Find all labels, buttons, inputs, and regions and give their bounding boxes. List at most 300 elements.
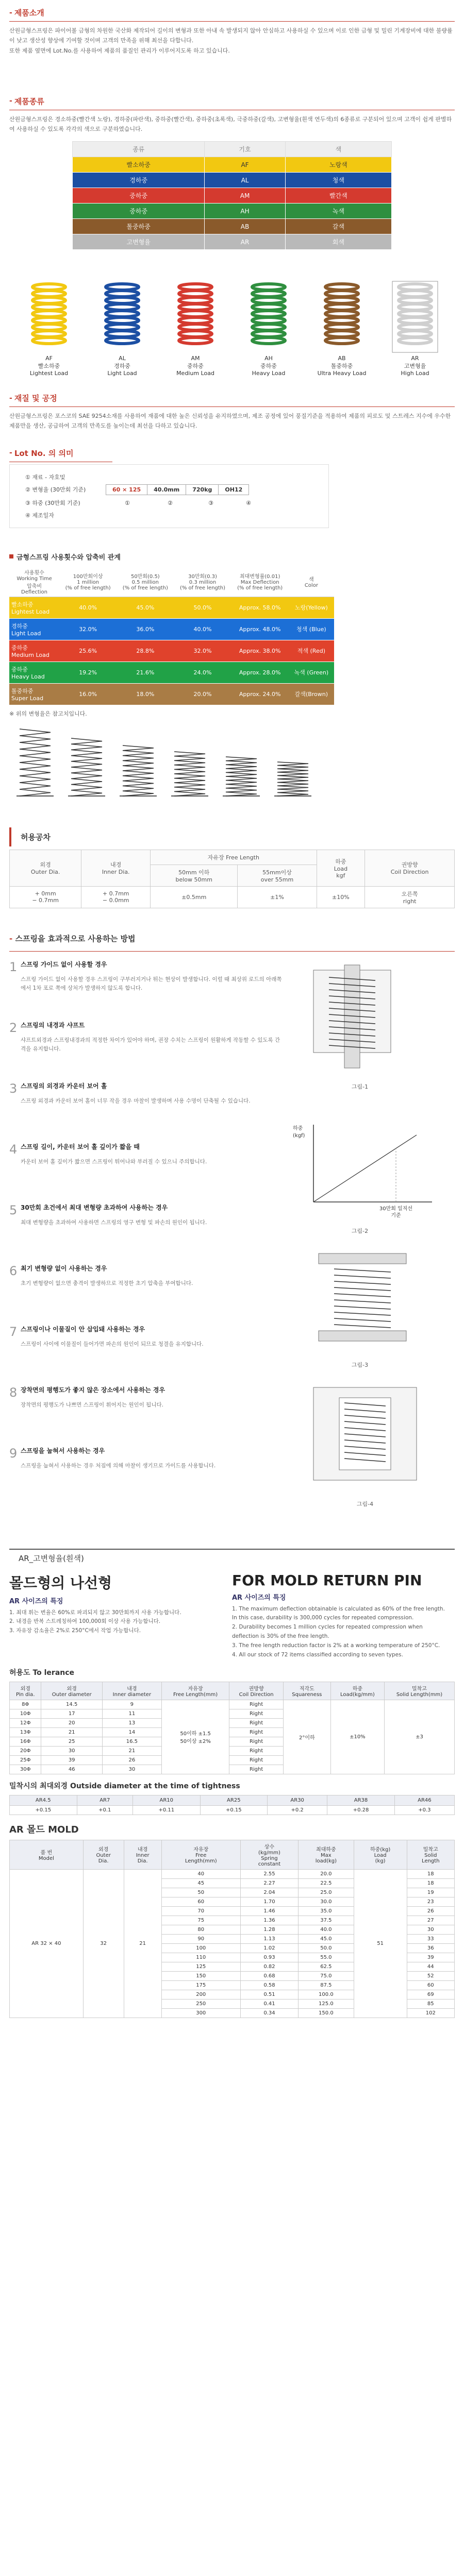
table-header: 최대하중 Max load(kg) bbox=[299, 1840, 354, 1869]
table-cell: 30 bbox=[407, 1925, 454, 1934]
free-length-tol-2: 50이상 ±2% bbox=[180, 1739, 211, 1745]
table-header: 종류 bbox=[73, 142, 205, 157]
table-cell: 75 bbox=[161, 1916, 240, 1925]
spring-code: AH bbox=[264, 355, 273, 362]
figure-2 bbox=[293, 1125, 432, 1234]
table-cell: 0.68 bbox=[240, 1971, 298, 1980]
usage-number: 2 bbox=[9, 1020, 18, 1035]
table-cell: 18.0% bbox=[117, 683, 174, 705]
table-cell: 25 bbox=[41, 1737, 102, 1746]
table-header: 권방향 Coil Direction bbox=[365, 850, 455, 886]
compressed-spring bbox=[277, 762, 308, 796]
table-cell: 26 bbox=[407, 1906, 454, 1916]
ar-english-column bbox=[232, 1572, 455, 1660]
tolerance2-table bbox=[9, 1682, 455, 1774]
table-cell: 16.5 bbox=[102, 1737, 161, 1746]
table-cell: 19.2% bbox=[59, 662, 117, 683]
table-cell: 100 bbox=[161, 1943, 240, 1953]
table-cell: +0.15 bbox=[10, 1805, 77, 1815]
intro-header bbox=[0, 0, 464, 18]
table-cell: 1.13 bbox=[240, 1934, 298, 1943]
spring-code: AF bbox=[45, 355, 53, 362]
table-cell: 2.55 bbox=[240, 1869, 298, 1878]
spring-ko: 톨중하중 bbox=[330, 362, 353, 369]
table-cell: 21.6% bbox=[117, 662, 174, 683]
spring-types-table bbox=[72, 141, 392, 250]
lot-value: 40.0mm bbox=[147, 484, 186, 495]
table-cell: 45.0% bbox=[117, 597, 174, 618]
table-cell: Right bbox=[229, 1737, 283, 1746]
material-header bbox=[0, 377, 464, 403]
table-cell: 75.0 bbox=[299, 1971, 354, 1980]
figure-3 bbox=[319, 1253, 406, 1368]
table-cell: 청색 (Blue) bbox=[289, 618, 334, 640]
lot-item-label: ④ 제조일자 bbox=[25, 512, 54, 519]
table-cell: 150.0 bbox=[299, 2008, 354, 2018]
spring-icon bbox=[245, 281, 292, 353]
spring-ko: 중하중 bbox=[260, 362, 277, 369]
table-cell: 110 bbox=[161, 1953, 240, 1962]
table-cell: 0.41 bbox=[240, 1999, 298, 2008]
tightness-table bbox=[9, 1795, 455, 1815]
lot-value: OH12 bbox=[219, 484, 249, 495]
table-row bbox=[10, 1700, 455, 1709]
table-cell: 33 bbox=[407, 1934, 454, 1943]
compression-springs-drawing bbox=[9, 724, 339, 801]
table-header: 자유장 Free Length(mm) bbox=[161, 1682, 229, 1700]
usage-number: 5 bbox=[9, 1202, 18, 1217]
table-cell: ±3 bbox=[384, 1700, 454, 1774]
mold-table bbox=[9, 1840, 455, 2018]
spring-icon bbox=[319, 281, 365, 353]
material-title: 재질 및 공정 bbox=[14, 394, 57, 403]
free-length-tol-1: 50이하 ±1.5 bbox=[180, 1731, 211, 1737]
table-row bbox=[73, 188, 392, 204]
table-cell: 51 bbox=[354, 1869, 407, 2018]
table-cell: 1.02 bbox=[240, 1943, 298, 1953]
spring-en: Ultra Heavy Load bbox=[317, 369, 367, 377]
table-cell: 16Φ bbox=[10, 1737, 41, 1746]
axis-label: 하중 bbox=[293, 1125, 303, 1131]
table-cell: 23 bbox=[407, 1897, 454, 1906]
lot-item-1 bbox=[25, 473, 313, 481]
table-cell: ±10% bbox=[330, 1700, 384, 1774]
spring-label bbox=[238, 355, 300, 377]
usage-item bbox=[9, 1264, 283, 1317]
lot-title: Lot No. 의 의미 bbox=[14, 448, 74, 458]
usage-number: 7 bbox=[9, 1324, 18, 1339]
table-cell: 39 bbox=[41, 1755, 102, 1765]
spring-label bbox=[164, 355, 226, 377]
table-cell: 50.0 bbox=[299, 1943, 354, 1953]
usage-heading: 장착면의 평행도가 좋지 않은 장소에서 사용하는 경우 bbox=[21, 1386, 165, 1394]
table-cell: 1.46 bbox=[240, 1906, 298, 1916]
table-cell: 37.5 bbox=[299, 1916, 354, 1925]
spring-ko: 고변형율 bbox=[404, 362, 426, 369]
lot-value: 60 × 125 bbox=[106, 484, 147, 495]
table-cell: 60 bbox=[161, 1897, 240, 1906]
usage-heading: 스프링 길이, 카운터 보어 홀 깊이가 짧을 때 bbox=[21, 1143, 140, 1150]
table-header: 색 Color bbox=[289, 567, 334, 597]
usage-number: 6 bbox=[9, 1263, 18, 1278]
table-header: 권방향 Coil Direction bbox=[229, 1682, 283, 1700]
table-cell: Right bbox=[229, 1746, 283, 1755]
lot-box bbox=[9, 464, 329, 528]
table-cell: +0.2 bbox=[268, 1805, 327, 1815]
spring-code: AR bbox=[411, 355, 419, 362]
table-cell: 0.51 bbox=[240, 1990, 298, 1999]
table-cell: ±10% bbox=[317, 886, 365, 908]
divider bbox=[9, 951, 455, 952]
table-cell: 40.0 bbox=[299, 1925, 354, 1934]
lot-item-label: ① 재료 - 자호및 bbox=[25, 473, 65, 481]
tightness-title: 밀착시의 최대외경 Outside diameter at the time of tightness bbox=[9, 1782, 240, 1790]
ar-section-title: AR_고변형율(흰색) bbox=[9, 1549, 455, 1567]
table-header: 내경 Inner Dia. bbox=[124, 1840, 161, 1869]
table-cell: AH bbox=[205, 204, 285, 219]
table-cell: 중하중 Heavy Load bbox=[9, 662, 59, 683]
usage-item bbox=[9, 1081, 283, 1135]
table-cell: 45.0 bbox=[299, 1934, 354, 1943]
table-cell: 빨소하중 Lightest Load bbox=[9, 597, 59, 618]
table-cell: 85 bbox=[407, 1999, 454, 2008]
spring-item bbox=[164, 281, 226, 377]
table-cell: 18 bbox=[407, 1878, 454, 1888]
table-cell: 0.93 bbox=[240, 1953, 298, 1962]
usage-item bbox=[9, 1325, 283, 1378]
usage-number: 3 bbox=[9, 1081, 18, 1096]
dash-icon: - bbox=[9, 8, 12, 17]
spring-item bbox=[311, 281, 373, 377]
table-header: 밀착고 Solid Length(mm) bbox=[384, 1682, 454, 1700]
usage-item bbox=[9, 1021, 283, 1074]
spring-label bbox=[384, 355, 446, 377]
table-cell: 30 bbox=[41, 1746, 102, 1755]
compression-illustration bbox=[0, 720, 464, 807]
compressed-spring bbox=[174, 752, 205, 796]
spring-gallery bbox=[0, 276, 464, 377]
table-cell: 녹색 (Green) bbox=[289, 662, 334, 683]
table-cell: Right bbox=[229, 1765, 283, 1774]
table-cell: 35.0 bbox=[299, 1906, 354, 1916]
table-cell: 2°이하 bbox=[283, 1700, 330, 1774]
table-cell: 32.0% bbox=[174, 640, 231, 662]
table-row bbox=[73, 234, 392, 250]
table-cell: 30Φ bbox=[10, 1765, 41, 1774]
square-icon bbox=[9, 554, 13, 558]
table-cell: 1.36 bbox=[240, 1916, 298, 1925]
table-row bbox=[10, 886, 455, 908]
lot-item-3 bbox=[25, 498, 313, 508]
table-header: 밀착고 Solid Length bbox=[407, 1840, 454, 1869]
table-cell: Right bbox=[229, 1727, 283, 1737]
table-cell: 0.58 bbox=[240, 1980, 298, 1990]
table-header: 50mm 이하 below 50mm bbox=[151, 865, 238, 886]
table-cell: 갈색(Brown) bbox=[289, 683, 334, 705]
lot-value: 720kg bbox=[186, 484, 219, 495]
table-cell: 0.82 bbox=[240, 1962, 298, 1971]
table-header: 내경 Inner Dia. bbox=[81, 850, 151, 886]
usage-item bbox=[9, 1446, 283, 1500]
table-cell: 175 bbox=[161, 1980, 240, 1990]
table-header: 외경 Outer Dia. bbox=[10, 850, 81, 886]
table-cell: 녹색 bbox=[285, 204, 391, 219]
intro-text bbox=[0, 22, 464, 60]
table-row bbox=[73, 173, 392, 188]
usage-number: 4 bbox=[9, 1142, 18, 1157]
table-cell: Approx. 28.0% bbox=[231, 662, 289, 683]
spring-item bbox=[238, 281, 300, 377]
intro-paragraph-1: 산원금형스프링은 파이어볼 금형의 차원한 국산화 제작되어 길이의 변형과 또한 아내 속 발생되지 않아 안심하고 사용하실 수 있으며 이로 인한 금형 및 밀린 기계장비에 대한 불량률이 낮고 생산성 향상에 기여할 것이며 고객의 만족을 위해 최선을 다합니다. bbox=[9, 27, 453, 44]
table-cell: 40.0% bbox=[59, 597, 117, 618]
spring-item bbox=[18, 281, 80, 377]
table-cell: 13Φ bbox=[10, 1727, 41, 1737]
tol2-title: 허용도 To lerance bbox=[9, 1668, 75, 1677]
lot-item-2 bbox=[25, 484, 313, 495]
table-cell: 갈색 bbox=[285, 219, 391, 234]
table-header: 하중 Load kgf bbox=[317, 850, 365, 886]
table-cell: ±1% bbox=[238, 886, 317, 908]
spring-item bbox=[91, 281, 153, 377]
table-header: 30만회(0.3) 0.3 million (% of free length) bbox=[174, 567, 231, 597]
table-cell: 300 bbox=[161, 2008, 240, 2018]
table-cell: 20Φ bbox=[10, 1746, 41, 1755]
table-cell: 노랑(Yellow) bbox=[289, 597, 334, 618]
table-header: AR10 bbox=[133, 1795, 201, 1805]
usage-number: 1 bbox=[9, 959, 18, 974]
usage-body: 스프링이 사이에 이물질이 들어가면 파손의 원인이 되므로 청결을 유지합니다. bbox=[21, 1341, 204, 1347]
spring-ko: 경하중 bbox=[114, 362, 130, 369]
usage-heading: 스프링이나 이물질이 안 삽입돼 사용하는 경우 bbox=[21, 1325, 145, 1333]
compressed-spring bbox=[71, 738, 102, 796]
table-row bbox=[73, 157, 392, 173]
table-cell: 102 bbox=[407, 2008, 454, 2018]
lot-item-label: ② 변형율 (30만회 기준) bbox=[25, 486, 86, 494]
table-cell: 고변형율 bbox=[73, 234, 205, 250]
table-row bbox=[9, 597, 334, 618]
table-cell: 톨중하중 Super Load bbox=[9, 683, 59, 705]
table-cell: 45 bbox=[161, 1878, 240, 1888]
table-cell: AL bbox=[205, 173, 285, 188]
lot-mark: ④ bbox=[246, 499, 251, 506]
table-cell: ±0.5mm bbox=[151, 886, 238, 908]
table-row bbox=[9, 618, 334, 640]
spring-en: Lightest Load bbox=[29, 369, 69, 377]
table-cell: 26 bbox=[102, 1755, 161, 1765]
kind-header bbox=[0, 60, 464, 107]
table-header: 외경 Outer diameter bbox=[41, 1682, 102, 1700]
table-cell: 8Φ bbox=[10, 1700, 41, 1709]
compressed-spring bbox=[226, 757, 257, 796]
table-cell: 25.6% bbox=[59, 640, 117, 662]
table-cell: Approx. 58.0% bbox=[231, 597, 289, 618]
table-row bbox=[10, 1869, 455, 1878]
kind-text: 산원금형스프링은 경소하중(빨간색 노랑), 경하중(파란색), 중하중(빨간색), 중하중(초록색), 극중하중(갈색), 고변형율(흰색 연두색)의 6종류로 구분되어 있으며 고객이 쉽게 판별하여 사용하실 수 있도록 각각의 색으로 구분하였습니다. bbox=[9, 115, 452, 132]
table-row bbox=[10, 1805, 455, 1815]
table-row bbox=[73, 219, 392, 234]
usage-header bbox=[0, 929, 464, 948]
table-cell: 0.34 bbox=[240, 2008, 298, 2018]
spring-icon bbox=[26, 281, 72, 353]
table-header: 자유장 Free Length(mm) bbox=[161, 1840, 240, 1869]
table-cell: 16.0% bbox=[59, 683, 117, 705]
usage-heading: 30만회 초건에서 최대 변형량 초과하여 사용하는 경우 bbox=[21, 1204, 168, 1211]
lot-header bbox=[0, 435, 464, 459]
table-cell: AM bbox=[205, 188, 285, 204]
table-cell: 중하중 bbox=[73, 188, 205, 204]
usage-body: 스프링 가이드 없이 사용할 경우 스프링이 구부러지거나 튀는 현상이 발생합니다. 이럴 때 최상위 로드의 아래쪽에서 1차 포로 쪽에 상처가 발생하지 않도록 합니다. bbox=[21, 976, 282, 991]
table-cell: 55.0 bbox=[299, 1953, 354, 1962]
kind-title: 제품종류 bbox=[14, 96, 44, 106]
table-cell: 36 bbox=[407, 1943, 454, 1953]
usage-body: 카운터 보어 홀 깊이가 짧으면 스프링이 튀어나와 부러질 수 있으니 주의합니다. bbox=[21, 1158, 207, 1165]
compressed-spring bbox=[123, 745, 154, 796]
table-header: 하중 Load(kg/mm) bbox=[330, 1682, 384, 1700]
table-cell: 21 bbox=[124, 1869, 161, 2018]
table-cell: 20 bbox=[41, 1718, 102, 1727]
grade-title: 금형스프링 사용횟수와 압축비 관계 bbox=[16, 553, 121, 562]
usage-body: 초기 변형량이 없으면 충격이 발생하므로 적정한 초기 압축을 부여합니다. bbox=[21, 1280, 193, 1286]
usage-body: 최대 변형량을 초과하여 사용하면 스프링의 영구 변형 및 파손의 원인이 됩니다. bbox=[21, 1219, 207, 1226]
table-cell: AB bbox=[205, 219, 285, 234]
grade-header bbox=[0, 549, 464, 565]
usage-section bbox=[0, 960, 464, 1538]
table-cell: 9 bbox=[102, 1700, 161, 1709]
ar-ko-title: 몰드형의 나선형 bbox=[9, 1574, 112, 1591]
usage-heading: 스프링의 내경과 샤프트 bbox=[21, 1021, 85, 1029]
table-cell: 40 bbox=[161, 1869, 240, 1878]
usage-title: 스프링을 효과적으로 사용하는 방법 bbox=[15, 934, 136, 943]
table-cell: Approx. 24.0% bbox=[231, 683, 289, 705]
table-cell: 80 bbox=[161, 1925, 240, 1934]
table-cell: 52 bbox=[407, 1971, 454, 1980]
table-header: 색 bbox=[285, 142, 391, 157]
table-cell: 청색 bbox=[285, 173, 391, 188]
table-cell: 36.0% bbox=[117, 618, 174, 640]
lot-marks-table bbox=[106, 498, 267, 508]
table-cell: 1.70 bbox=[240, 1897, 298, 1906]
table-cell: 25Φ bbox=[10, 1755, 41, 1765]
table-cell: 69 bbox=[407, 1990, 454, 1999]
ar-ko-text: 1. 최대 휘는 변율은 60%로 파괴되지 않고 30만회까지 사용 가능합니다. 2. 내경을 반복 스트레칭하여 100,000회 이상 사용 가능합니다. 3. 자유장 감소율은 2%로 250°C에서 작업 가능합니다. bbox=[9, 1609, 181, 1634]
usage-list bbox=[9, 960, 283, 1538]
lot-mark: ② bbox=[168, 499, 173, 506]
usage-heading: 스프링의 외경과 카운터 보어 홀 bbox=[21, 1082, 107, 1090]
table-cell: +0.1 bbox=[77, 1805, 132, 1815]
figure-label: 그림-4 bbox=[356, 1500, 374, 1507]
table-cell: 30.0 bbox=[299, 1897, 354, 1906]
table-cell: 21 bbox=[102, 1746, 161, 1755]
table-cell: 125.0 bbox=[299, 1999, 354, 2008]
table-cell: 50.0% bbox=[174, 597, 231, 618]
table-cell: 톨중하중 bbox=[73, 219, 205, 234]
figure-1 bbox=[313, 965, 391, 1090]
usage-body: 스프링 외경과 카운터 보어 홀이 너무 작을 경우 마찰이 발생하며 사용 수명이 단축될 수 있습니다. bbox=[21, 1097, 251, 1104]
intro-paragraph-2: 또한 제품 옆면에 Lot.No.를 사용하여 제품의 품질인 관리가 이루어지도록 하고 있습니다. bbox=[9, 47, 230, 54]
table-header: 상수 (kg/mm) Spring constant bbox=[240, 1840, 298, 1869]
table-cell: 40.0% bbox=[174, 618, 231, 640]
table-cell: Right bbox=[229, 1718, 283, 1727]
table-cell: 13 bbox=[102, 1718, 161, 1727]
table-cell: +0.15 bbox=[200, 1805, 268, 1815]
usage-body: 샤프트외경과 스프링내경과의 적정한 차이가 있어야 하며, 권장 수치는 스프링이 원활하게 작동할 수 있도록 간격을 유지합니다. bbox=[21, 1037, 280, 1052]
spring-icon bbox=[172, 281, 219, 353]
figure-4 bbox=[313, 1387, 417, 1507]
spring-en: Light Load bbox=[107, 369, 137, 377]
table-header: AR4.5 bbox=[10, 1795, 77, 1805]
spring-item bbox=[384, 281, 446, 377]
table-cell: 125 bbox=[161, 1962, 240, 1971]
table-header: 하중(kg) Load (kg) bbox=[354, 1840, 407, 1869]
table-header: AR38 bbox=[327, 1795, 395, 1805]
table-cell: 19 bbox=[407, 1888, 454, 1897]
table-row bbox=[9, 683, 334, 705]
table-cell: 200 bbox=[161, 1990, 240, 1999]
table-cell: 20.0% bbox=[174, 683, 231, 705]
table-cell: 14.5 bbox=[41, 1700, 102, 1709]
table-cell: 14 bbox=[102, 1727, 161, 1737]
table-cell: 노랑색 bbox=[285, 157, 391, 173]
table-cell: 10Φ bbox=[10, 1709, 41, 1718]
table-cell: 100.0 bbox=[299, 1990, 354, 1999]
spring-code: AM bbox=[191, 355, 200, 362]
table-cell: 2.27 bbox=[240, 1878, 298, 1888]
lot-values-table bbox=[106, 484, 249, 495]
table-header: 내경 Inner diameter bbox=[102, 1682, 161, 1700]
ar-korean-column bbox=[9, 1572, 232, 1660]
lot-item-4 bbox=[25, 511, 313, 519]
lot-item-label: ③ 하중 (30만회 기준) bbox=[25, 500, 80, 507]
table-header: 외경 Pin dia. bbox=[10, 1682, 41, 1700]
table-cell: 17 bbox=[41, 1709, 102, 1718]
table-header: 자유장 Free Length bbox=[151, 850, 317, 865]
table-header: 외경 Outer Dia. bbox=[83, 1840, 124, 1869]
usage-heading: 최기 변형량 없이 사용하는 경우 bbox=[21, 1264, 107, 1272]
table-cell: 25.0 bbox=[299, 1888, 354, 1897]
table-cell: Right bbox=[229, 1755, 283, 1765]
intro-title: 제품소개 bbox=[14, 8, 44, 18]
table-header: AR46 bbox=[394, 1795, 454, 1805]
usage-item bbox=[9, 960, 283, 1013]
table-cell: 60 bbox=[407, 1980, 454, 1990]
table-cell: 20.0 bbox=[299, 1869, 354, 1878]
usage-item bbox=[9, 1142, 283, 1196]
table-cell: 중하중 bbox=[73, 204, 205, 219]
table-cell: 2.04 bbox=[240, 1888, 298, 1897]
mold-title: AR 몰드 MOLD bbox=[9, 1824, 79, 1835]
spring-label bbox=[91, 355, 153, 377]
table-header: 100만회이상 1 million (% of free length) bbox=[59, 567, 117, 597]
grade-table bbox=[9, 567, 334, 705]
table-cell: 1.28 bbox=[240, 1925, 298, 1934]
table-cell: Approx. 48.0% bbox=[231, 618, 289, 640]
table-cell: 24.0% bbox=[174, 662, 231, 683]
table-cell: +0.28 bbox=[327, 1805, 395, 1815]
table-header: 사용횟수 Working Time 압축비 Deflection bbox=[9, 567, 59, 597]
table-cell: Right bbox=[229, 1709, 283, 1718]
table-row bbox=[73, 204, 392, 219]
figure-label: 그림-2 bbox=[351, 1227, 369, 1234]
table-header: 55mm이상 over 55mm bbox=[238, 865, 317, 886]
table-cell: AF bbox=[205, 157, 285, 173]
table-cell: 32 bbox=[83, 1869, 124, 2018]
table-cell: 12Φ bbox=[10, 1718, 41, 1727]
table-cell: 46 bbox=[41, 1765, 102, 1774]
ar-en-subtitle: AR 사이즈의 특징 bbox=[232, 1594, 286, 1602]
table-cell: Approx. 38.0% bbox=[231, 640, 289, 662]
table-cell: + 0mm − 0.7mm bbox=[10, 886, 81, 908]
spring-label bbox=[311, 355, 373, 377]
